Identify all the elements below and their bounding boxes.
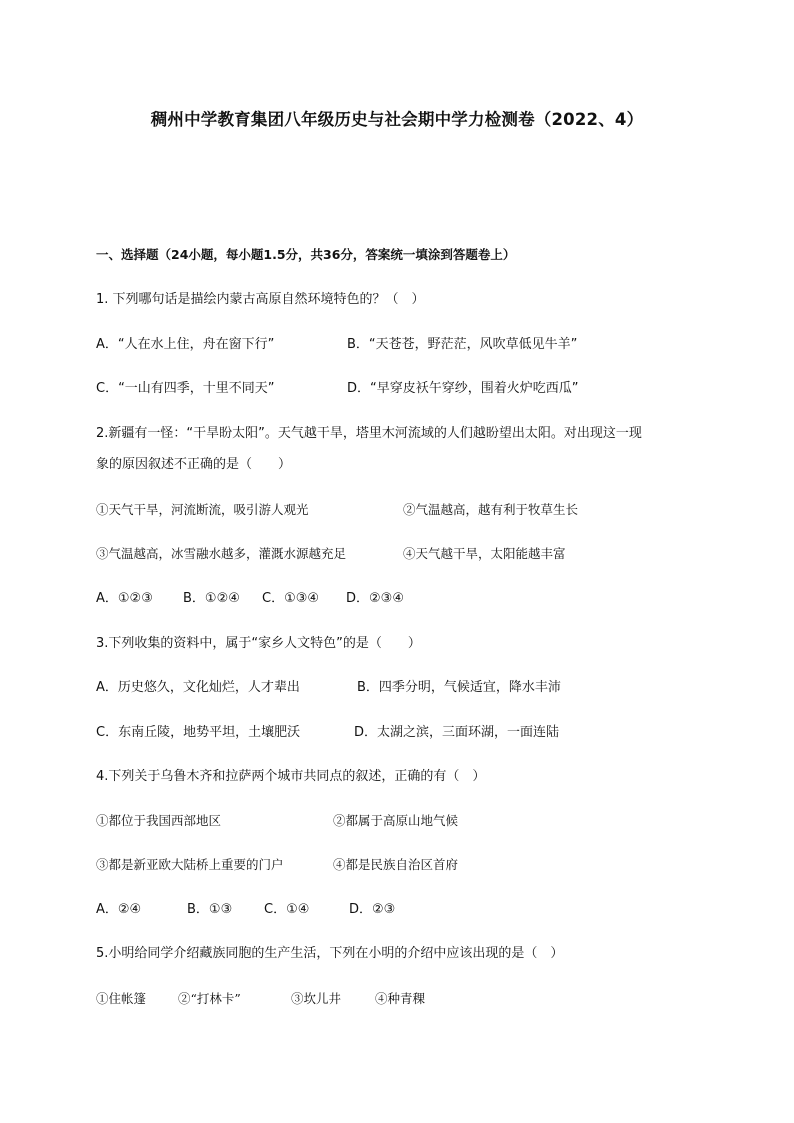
question-3-option-b: B．四季分明，气候适宜，降水丰沛 xyxy=(357,680,561,695)
question-5-statement-4: ④种青稞 xyxy=(375,991,426,1006)
question-1-option-d: D．“早穿皮袄午穿纱，围着火炉吃西瓜” xyxy=(347,381,579,396)
question-3-stem: 3.下列收集的资料中，属于“家乡人文特色”的是（ ） xyxy=(96,636,421,651)
question-4-statement-3: ③都是新亚欧大陆桥上重要的门户 xyxy=(96,857,284,872)
question-2-statement-1: ①天气干旱，河流断流，吸引游人观光 xyxy=(96,502,309,517)
exam-title: 稠州中学教育集团八年级历史与社会期中学力检测卷（2022、4） xyxy=(150,110,644,129)
question-3-option-d: D．太湖之滨，三面环湖，一面连陆 xyxy=(354,725,560,740)
question-4-option-b: B．①③ xyxy=(187,902,233,917)
question-2-stem-line-1: 2.新疆有一怪：“干旱盼太阳”。天气越干旱，塔里木河流域的人们越盼望出太阳。对出现这一现 xyxy=(96,426,642,441)
question-1-stem: 1. 下列哪句话是描绘内蒙古高原自然环境特色的？（ ） xyxy=(96,292,425,307)
question-4-statement-4: ④都是民族自治区首府 xyxy=(333,857,459,872)
question-4-statement-1: ①都位于我国西部地区 xyxy=(96,813,222,828)
question-5-statement-2: ②“打林卡” xyxy=(178,991,241,1006)
question-5-statement-1: ①住帐篷 xyxy=(96,991,147,1006)
question-4-option-a: A．②④ xyxy=(96,902,142,917)
question-2-option-a: A．①②③ xyxy=(96,591,153,606)
question-2-option-d: D．②③④ xyxy=(346,591,404,606)
question-3-option-c: C．东南丘陵，地势平坦，土壤肥沃 xyxy=(96,725,301,740)
question-2-option-b: B．①②④ xyxy=(183,591,240,606)
question-2-statement-3: ③气温越高，冰雪融水越多，灌溉水源越充足 xyxy=(96,546,347,561)
question-2-option-c: C．①③④ xyxy=(262,591,320,606)
question-2-statement-2: ②气温越高，越有利于牧草生长 xyxy=(403,502,579,517)
question-4-option-c: C．①④ xyxy=(264,902,310,917)
question-1-option-b: B．“天苍苍，野茫茫，风吹草低见牛羊” xyxy=(347,337,578,352)
section-heading: 一、选择题（24小题，每小题1.5分，共36分，答案统一填涂到答题卷上） xyxy=(96,247,516,262)
question-1-option-c: C．“一山有四季，十里不同天” xyxy=(96,381,275,396)
question-5-stem: 5.小明给同学介绍藏族同胞的生产生活，下列在小明的介绍中应该出现的是（ ） xyxy=(96,946,564,961)
question-4-statement-2: ②都属于高原山地气候 xyxy=(333,813,459,828)
question-3-option-a: A．历史悠久，文化灿烂，人才辈出 xyxy=(96,680,300,695)
question-4-stem: 4.下列关于乌鲁木齐和拉萨两个城市共同点的叙述，正确的有（ ） xyxy=(96,769,486,784)
question-1-option-a: A．“人在水上住，舟在窗下行” xyxy=(96,337,275,352)
question-4-option-d: D．②③ xyxy=(349,902,396,917)
question-2-statement-4: ④天气越干旱，太阳能越丰富 xyxy=(403,546,566,561)
question-2-stem-line-2: 象的原因叙述不正确的是（ ） xyxy=(96,457,292,472)
question-5-statement-3: ③坎儿井 xyxy=(291,991,342,1006)
